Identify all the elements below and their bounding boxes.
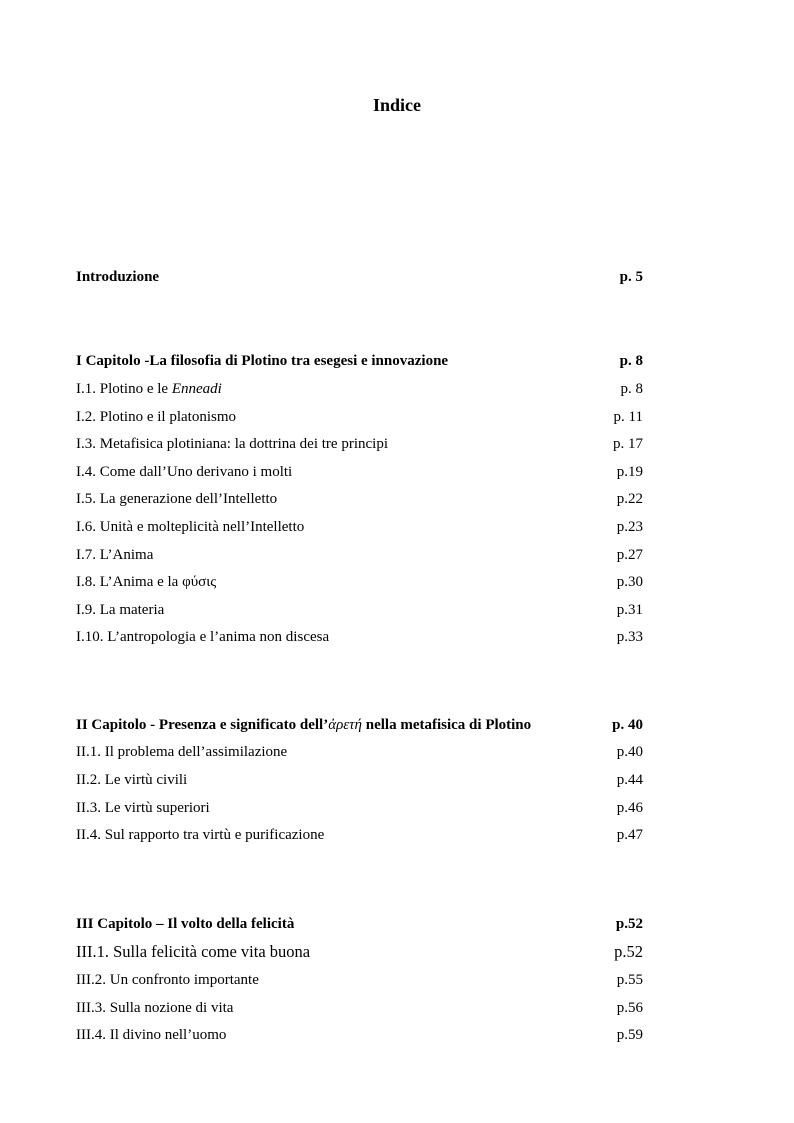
toc-entry-page: p.27: [616, 547, 643, 563]
toc-entry-label: I.1. Plotino e le Enneadi: [76, 381, 222, 397]
toc-entry-page: p.56: [616, 1000, 643, 1016]
toc-entry-label: II.4. Sul rapporto tra virtù e purificazione: [76, 827, 325, 843]
toc-section-3-1[interactable]: [76, 942, 643, 962]
toc-entry-page: p.40: [616, 744, 643, 760]
toc-section-1-10[interactable]: [76, 627, 643, 647]
toc-entry-page: p.22: [616, 491, 643, 507]
toc-entry-label-greek: ἀρετή: [328, 717, 362, 733]
toc-entry-label: III.1. Sulla felicità come vita buona: [76, 942, 311, 961]
toc-entry-label: III Capitolo – Il volto della felicità: [76, 916, 295, 932]
toc-entry-label: I.7. L’Anima: [76, 547, 154, 563]
toc-section-1-4[interactable]: [76, 462, 643, 482]
toc-chapter-3[interactable]: [76, 914, 643, 934]
toc-entry-page: p.52: [614, 942, 643, 961]
toc-entry-label: III.2. Un confronto importante: [76, 972, 259, 988]
toc-section-3-2[interactable]: [76, 970, 643, 990]
toc-entry-label: I.2. Plotino e il platonismo: [76, 409, 236, 425]
toc-entry-page: p.19: [616, 464, 643, 480]
toc-entry-label: II Capitolo - Presenza e significato dell’ἀρετή nella metafisica di Plotino: [76, 717, 532, 733]
toc-entry-page: p.55: [616, 972, 643, 988]
toc-entry-label: III.4. Il divino nell’uomo: [76, 1027, 227, 1043]
toc-entry-label: II.1. Il problema dell’assimilazione: [76, 744, 288, 760]
toc-section-1-6[interactable]: [76, 517, 643, 537]
toc-entry-introduzione[interactable]: [76, 267, 643, 287]
toc-section-2-3[interactable]: [76, 798, 643, 818]
toc-entry-page: p. 8: [620, 381, 643, 397]
toc-section-1-8[interactable]: [76, 572, 643, 592]
toc-entry-page: p. 8: [619, 353, 643, 369]
toc-entry-page: p. 40: [612, 717, 643, 733]
toc-chapter-2[interactable]: [76, 715, 643, 735]
toc-entry-label: III.3. Sulla nozione di vita: [76, 1000, 234, 1016]
toc-section-1-5[interactable]: [76, 489, 643, 509]
toc-entry-page: p.44: [616, 772, 643, 788]
toc-section-1-1[interactable]: [76, 379, 643, 399]
toc-section-1-7[interactable]: [76, 545, 643, 565]
toc-entry-page: p.33: [616, 629, 643, 645]
toc-entry-label: I.5. La generazione dell’Intelletto: [76, 491, 278, 507]
toc-entry-label: I.6. Unità e molteplicità nell’Intelletto: [76, 519, 305, 535]
toc-section-2-4[interactable]: [76, 825, 643, 845]
toc-entry-page: p. 11: [613, 409, 643, 425]
toc-section-2-1[interactable]: [76, 742, 643, 762]
toc-entry-label: I.3. Metafisica plotiniana: la dottrina dei tre principi: [76, 436, 388, 452]
toc-entry-page: p.52: [615, 916, 643, 932]
toc-entry-page: p.59: [616, 1027, 643, 1043]
toc-entry-page: p.23: [616, 519, 643, 535]
toc-entry-label: I.4. Come dall’Uno derivano i molti: [76, 464, 293, 480]
toc-entry-page: p.31: [616, 602, 643, 618]
page-title: Indice: [372, 95, 421, 115]
toc-entry-page: p. 5: [619, 269, 643, 285]
toc-entry-page: p.46: [616, 800, 643, 816]
toc-section-3-4[interactable]: [76, 1025, 643, 1045]
toc-section-1-2[interactable]: [76, 407, 643, 427]
toc-section-1-3[interactable]: [76, 434, 643, 454]
toc-entry-page: p. 17: [613, 436, 643, 452]
toc-entry-label-italic: Enneadi: [171, 381, 222, 397]
toc-entry-page: p.30: [616, 574, 643, 590]
toc-chapter-1[interactable]: [76, 351, 643, 371]
toc-entry-label: I.9. La materia: [76, 602, 165, 618]
toc-section-2-2[interactable]: [76, 770, 643, 790]
toc-entry-label: I Capitolo -La filosofia di Plotino tra esegesi e innovazione: [76, 353, 449, 369]
toc-entry-label: I.8. L’Anima e la φύσις: [76, 574, 217, 590]
toc-entry-label: II.3. Le virtù superiori: [76, 800, 210, 816]
toc-section-3-3[interactable]: [76, 998, 643, 1018]
toc-entry-label: Introduzione: [76, 269, 160, 285]
toc-section-1-9[interactable]: [76, 600, 643, 620]
toc-entry-page: p.47: [616, 827, 643, 843]
toc-entry-label: II.2. Le virtù civili: [76, 772, 188, 788]
toc-entry-label: I.10. L’antropologia e l’anima non discesa: [76, 629, 330, 645]
